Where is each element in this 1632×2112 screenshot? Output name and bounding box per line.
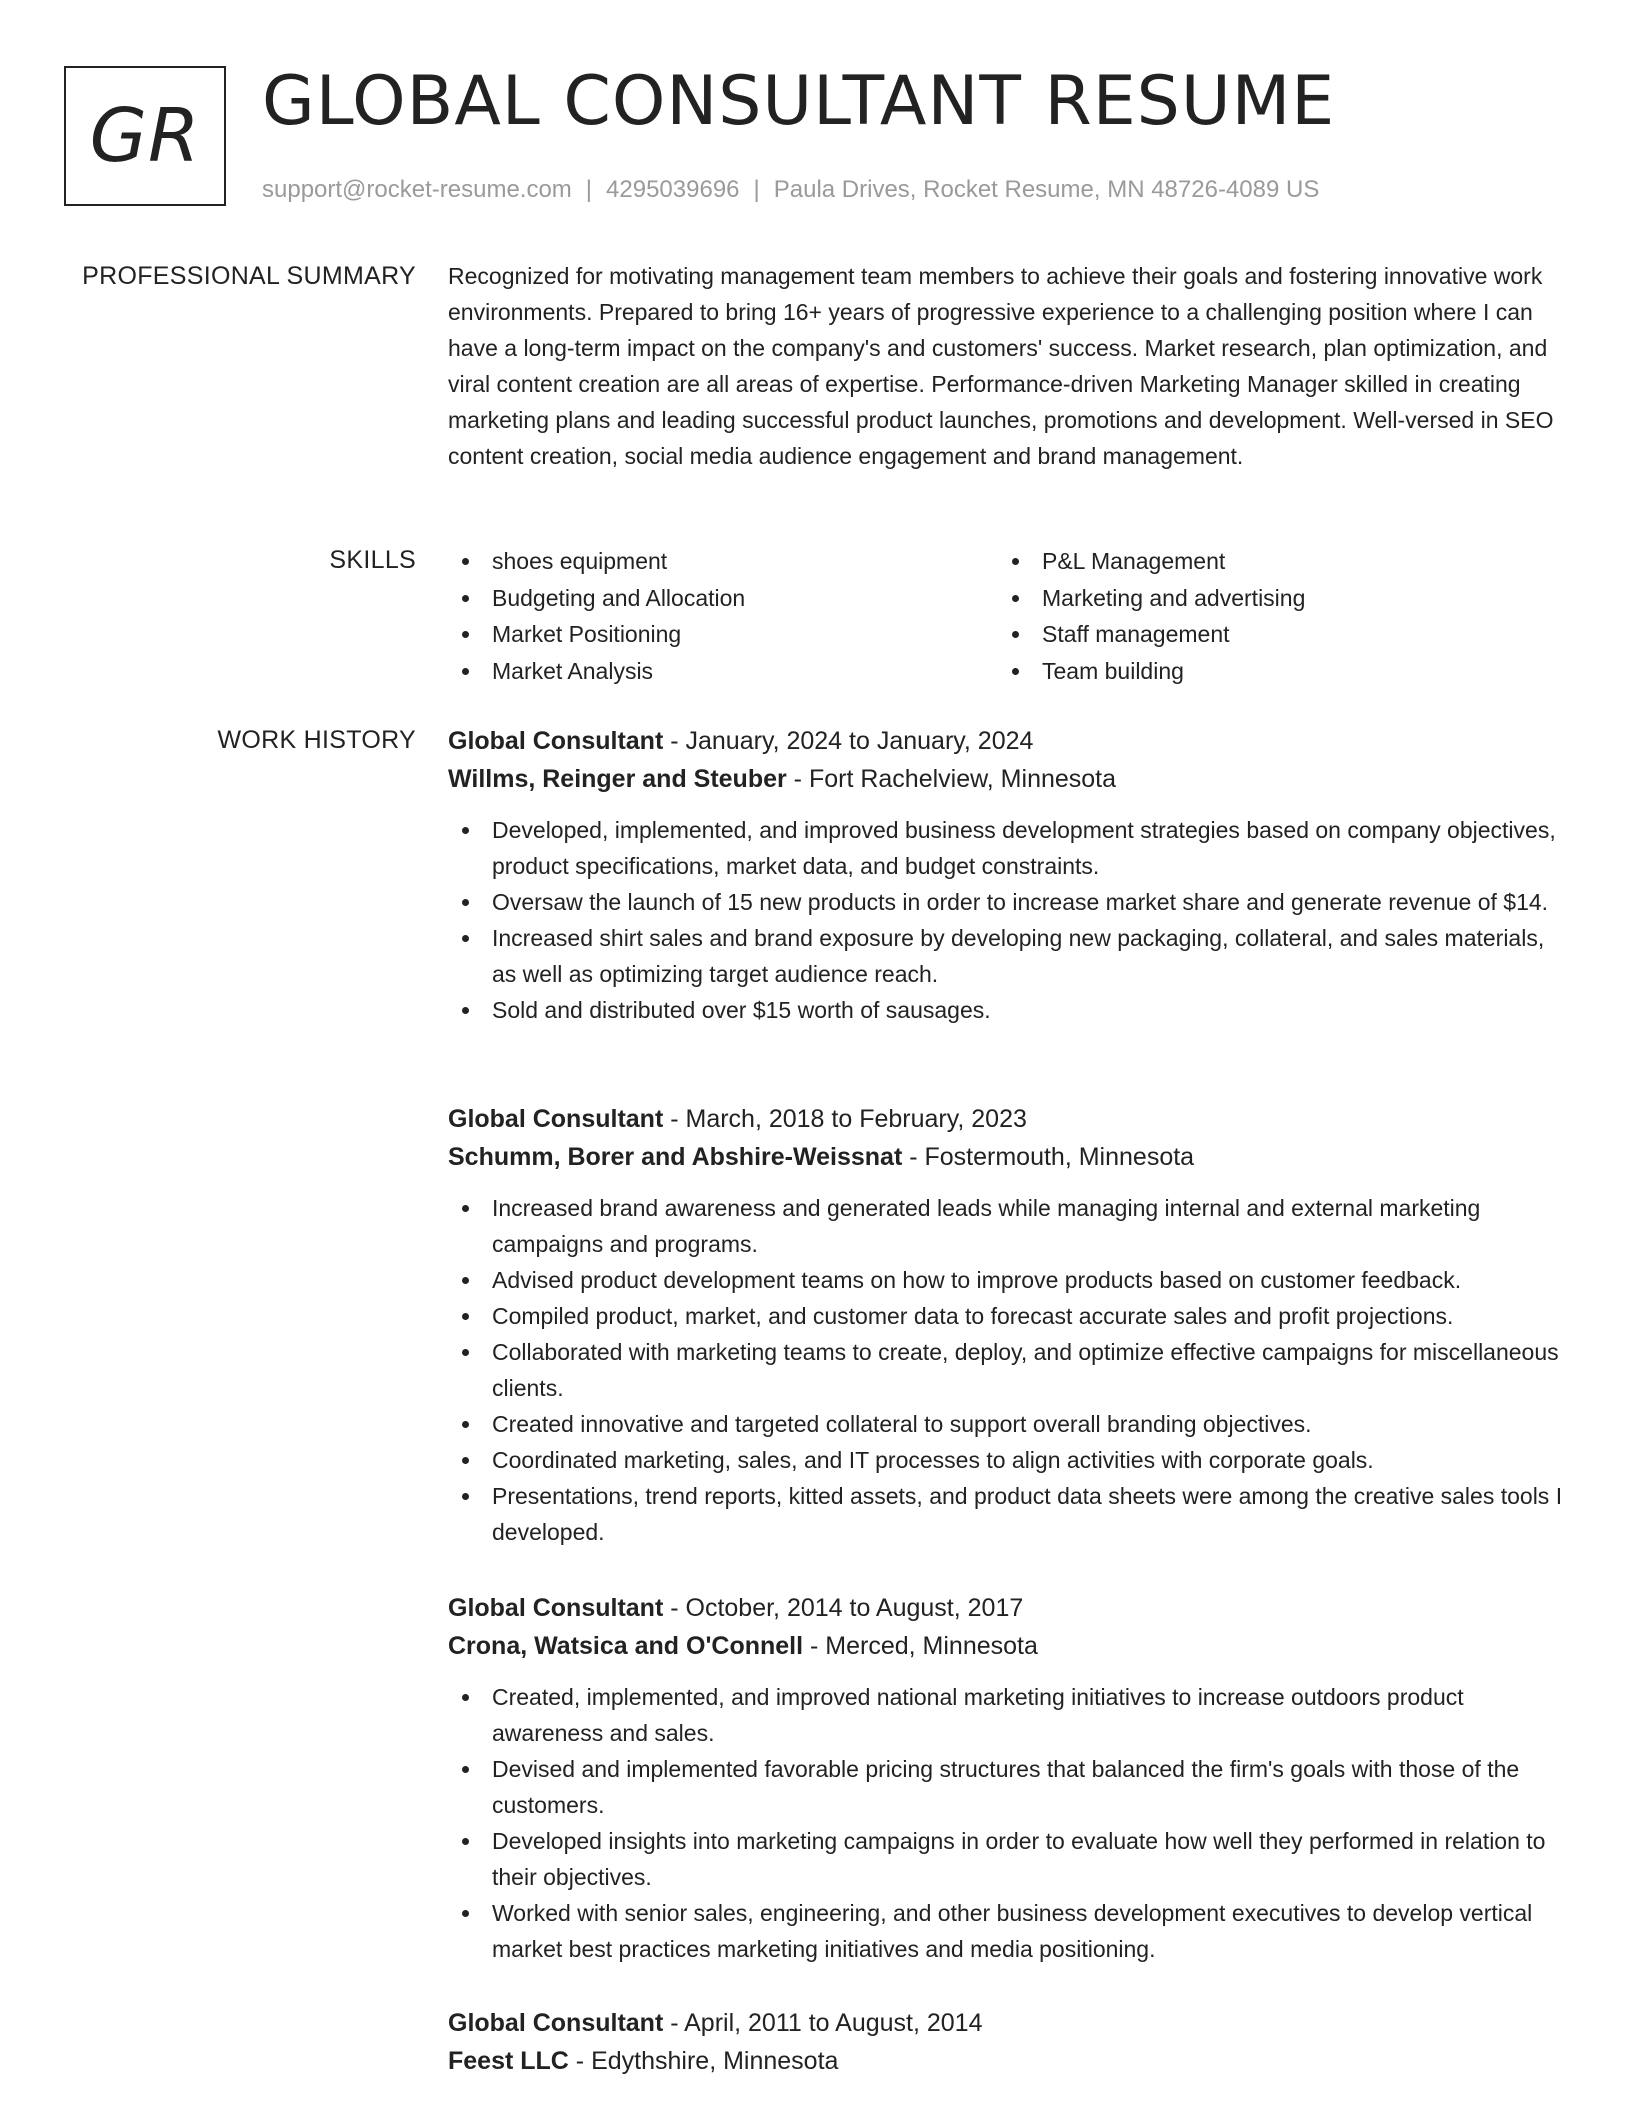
job-bullet: Presentations, trend reports, kitted assets, and product data sheets were among the creative sales tools I developed. [448, 1478, 1568, 1550]
job-bullet: Coordinated marketing, sales, and IT processes to align activities with corporate goals. [448, 1442, 1568, 1478]
job-company-line [448, 1627, 1568, 1665]
job-bullet: Devised and implemented favorable pricing structures that balanced the firm's goals with those of the customers. [448, 1751, 1568, 1823]
job-title: Global Consultant [448, 1594, 664, 1622]
job-bullet: Created innovative and targeted collateral to support overall branding objectives. [448, 1406, 1568, 1442]
job-bullet: Increased shirt sales and brand exposure by developing new packaging, collateral, and sales materials, as well as optimizing target audience reach. [448, 920, 1568, 992]
job-company-line [448, 2042, 1568, 2080]
job-bullet: Advised product development teams on how to improve products based on customer feedback. [448, 1262, 1568, 1298]
job-bullet: Oversaw the launch of 15 new products in order to increase market share and generate revenue of $14. [448, 884, 1568, 920]
job-company-line [448, 1138, 1568, 1176]
job-location: - Merced, Minnesota [803, 1632, 1038, 1660]
job-bullet: Sold and distributed over $15 worth of sausages. [448, 992, 1568, 1028]
skills-section [448, 543, 1568, 689]
summary-text: Recognized for motivating management team members to achieve their goals and fostering innovative work environments. Prepared to bring 16+ years of progressive experience to a challenging position where I can have a long-term impact on the company's and customers' success. Market research, plan optimization, and viral content creation are all areas of expertise. Performance-driven Marketing Manager skilled in creating marketing plans and leading successful product launches, promotions and development. Well-versed in SEO content creation, social media audience engagement and brand management. [448, 263, 1554, 469]
job-bullets [448, 812, 1568, 1028]
job-dates: - March, 2018 to February, 2023 [663, 1105, 1027, 1133]
job-company: Willms, Reinger and Steuber [448, 765, 787, 793]
contact-separator: | [585, 176, 593, 203]
summary-section [448, 258, 1568, 474]
job-title: Global Consultant [448, 2009, 664, 2037]
skills-list [448, 543, 1548, 689]
contact-line [262, 174, 1319, 206]
skill-item: Team building [998, 653, 1548, 690]
summary-heading: PROFESSIONAL SUMMARY [82, 262, 416, 290]
contact-address: Paula Drives, Rocket Resume, MN 48726-4089 US [773, 176, 1320, 203]
skill-item: shoes equipment [448, 543, 998, 580]
job-bullet: Developed insights into marketing campaigns in order to evaluate how well they performed in relation to their objectives. [448, 1823, 1568, 1895]
job-entry [448, 2004, 1568, 2094]
job-title-line [448, 1589, 1568, 1627]
job-title: Global Consultant [448, 727, 664, 755]
job-dates: - October, 2014 to August, 2017 [663, 1594, 1024, 1622]
job-location: - Fostermouth, Minnesota [902, 1143, 1195, 1171]
skill-item: Marketing and advertising [998, 580, 1548, 617]
job-title: Global Consultant [448, 1105, 664, 1133]
job-company: Feest LLC [448, 2047, 569, 2075]
job-dates: - January, 2024 to January, 2024 [663, 727, 1034, 755]
job-bullets [448, 1190, 1568, 1550]
work-history-heading: WORK HISTORY [217, 726, 416, 754]
job-dates: - April, 2011 to August, 2014 [663, 2009, 983, 2037]
skill-item: Staff management [998, 616, 1548, 653]
skill-item: Market Analysis [448, 653, 998, 690]
job-location: - Edythshire, Minnesota [568, 2047, 839, 2075]
job-entry [448, 1589, 1568, 1967]
job-company-line [448, 760, 1568, 798]
job-bullet: Worked with senior sales, engineering, and other business development executives to develop vertical market best practices marketing initiatives and media positioning. [448, 1895, 1568, 1967]
job-bullet: Collaborated with marketing teams to create, deploy, and optimize effective campaigns for miscellaneous clients. [448, 1334, 1568, 1406]
skill-item: P&L Management [998, 543, 1548, 580]
job-bullet: Developed, implemented, and improved business development strategies based on company objectives, product specifications, market data, and budget constraints. [448, 812, 1568, 884]
job-company: Crona, Watsica and O'Connell [448, 1632, 804, 1660]
job-bullet: Compiled product, market, and customer data to forecast accurate sales and profit projections. [448, 1298, 1568, 1334]
job-title-line [448, 2004, 1568, 2042]
contact-separator: | [753, 176, 760, 203]
skill-item: Market Positioning [448, 616, 998, 653]
job-title-line [448, 1100, 1568, 1138]
job-entry [448, 722, 1568, 1028]
resume-title: GLOBAL CONSULTANT RESUME [262, 62, 1336, 141]
contact-email[interactable]: support@rocket-resume.com [262, 176, 572, 203]
skill-item: Budgeting and Allocation [448, 580, 998, 617]
initials-monogram: GR [64, 66, 226, 206]
job-entry [448, 1100, 1568, 1550]
job-bullet: Created, implemented, and improved national marketing initiatives to increase outdoors product awareness and sales. [448, 1679, 1568, 1751]
job-title-line [448, 722, 1568, 760]
job-bullet: Increased brand awareness and generated leads while managing internal and external marketing campaigns and programs. [448, 1190, 1568, 1262]
skills-heading: SKILLS [329, 546, 416, 574]
job-bullets [448, 1679, 1568, 1967]
job-company: Schumm, Borer and Abshire-Weissnat [448, 1143, 903, 1171]
job-location: - Fort Rachelview, Minnesota [786, 765, 1117, 793]
contact-phone[interactable]: 4295039696 [606, 176, 740, 203]
